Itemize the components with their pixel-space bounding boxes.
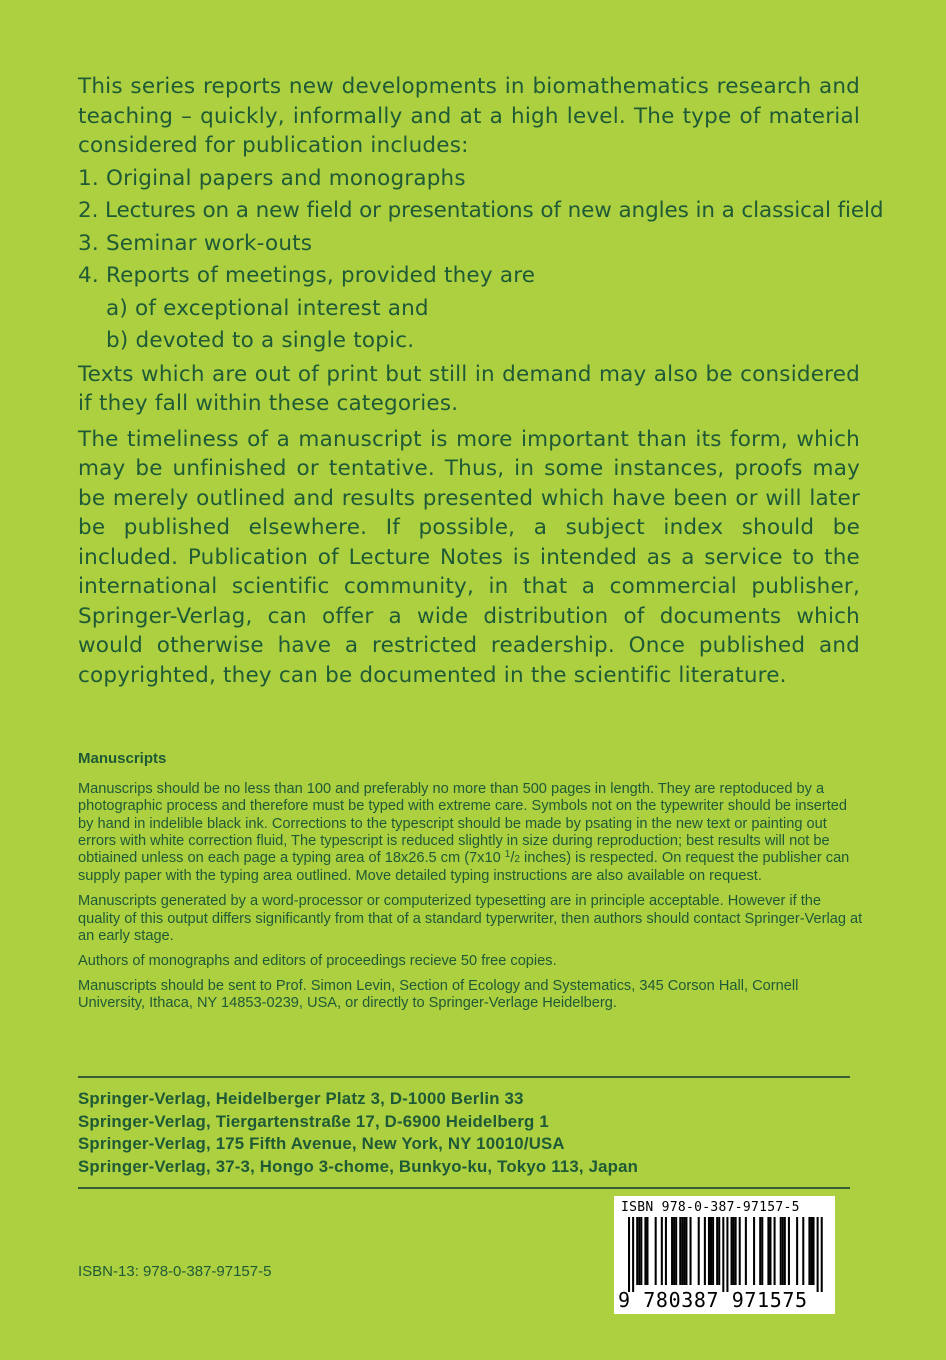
barcode-isbn-label: ISBN 978-0-387-97157-5 <box>621 1200 800 1215</box>
barcode-bar <box>644 1217 646 1285</box>
intro-section <box>78 72 884 690</box>
barcode-bar <box>759 1217 761 1285</box>
intro-paragraph: This series reports new developments in biomathematics research and teaching – quickly, informally and at a high level. The type of material considered for publication includes: <box>78 74 860 158</box>
manuscripts-text: Manuscrips should be no less than 100 and preferably no more than 500 pages in length. They are reptoduced by a photographic process and therefore must be typed with extreme care. Symbols not on the typewriter should be inserted by hand in indelible black ink. Corrections to the typescript should be made by psating in the new text or painting out errors with white correction fluid, The typescript is reduced slightly in size during reproduction; best results will not be obtiained unless on each page a typing area of 18x26.5 cm (7x10 <box>78 781 848 867</box>
divider-bottom <box>78 1187 850 1189</box>
manuscripts-text: inches) is respected. On request the publisher can supply paper with the typing area outlined. Move detailed typing instructions are also available on request. <box>78 850 850 885</box>
barcode-bar <box>769 1217 771 1285</box>
barcode-bar <box>788 1217 790 1285</box>
fraction-slash: / <box>510 850 515 867</box>
isbn-13-label: ISBN-13: 978-0-387-97157-5 <box>78 1263 272 1280</box>
barcode-bar <box>673 1217 675 1285</box>
address-line: Springer-Verlag, Heidelberger Platz 3, D-1000 Berlin 33 <box>78 1089 524 1108</box>
barcode-bar <box>698 1217 700 1285</box>
barcode-bar <box>784 1217 786 1285</box>
fraction-denominator: 2 <box>514 854 520 866</box>
barcode-bar <box>718 1217 720 1285</box>
barcode-bar <box>636 1217 638 1285</box>
address-line: Springer-Verlag, Tiergartenstraße 17, D-6900 Heidelberg 1 <box>78 1111 549 1131</box>
barcode-bar <box>632 1217 634 1292</box>
list-subitem: b) devoted to a single topic. <box>106 328 415 353</box>
barcode-bar <box>675 1217 677 1285</box>
barcode-bar <box>802 1217 804 1285</box>
barcode-bar <box>813 1217 815 1285</box>
barcode-bar <box>628 1217 630 1292</box>
barcode-bar <box>821 1217 823 1292</box>
barcode-bar <box>685 1217 687 1285</box>
barcode-bar <box>739 1217 741 1285</box>
barcode-bar <box>708 1217 710 1285</box>
barcode-bar <box>808 1217 810 1285</box>
barcode-bar <box>655 1217 657 1285</box>
barcode-bar <box>665 1217 667 1285</box>
address-line: Springer-Verlag, 175 Fifth Avenue, New York, NY 10010/USA <box>78 1134 565 1154</box>
address-line: Springer-Verlag, 37-3, Hongo 3-chome, Bunkyo-ku, Tokyo 113, Japan <box>78 1156 639 1176</box>
list-item: 2. Lectures on a new field or presentations of new angles in a classical field <box>78 198 884 223</box>
out-of-print-paragraph: Texts which are out of print but still in demand may also be considered if they fall within these categories. <box>78 361 860 416</box>
list-subitem: a) of exceptional interest and <box>106 295 429 321</box>
barcode-bar <box>646 1217 648 1285</box>
barcode-bar <box>810 1217 812 1285</box>
barcode-bar <box>753 1217 755 1285</box>
barcode-bar <box>712 1217 714 1285</box>
barcode-bar <box>710 1217 712 1285</box>
barcode-bar <box>817 1217 819 1292</box>
barcode-bar <box>796 1217 798 1285</box>
barcode-bar <box>683 1217 685 1285</box>
publisher-addresses <box>78 1088 858 1178</box>
manuscripts-paragraph-free-copies: Authors of monographs and editors of proceedings recieve 50 free copies. <box>78 953 557 970</box>
barcode-bar <box>638 1217 640 1285</box>
barcode-bar <box>679 1217 681 1285</box>
divider-top <box>78 1076 850 1078</box>
timeliness-paragraph: The timeliness of a manuscript is more important than its form, which may be unfinished or tentative. Thus, in some instances, proofs may be merely outlined and results presented which have been or will later be published elsewhere. If possible, a subject index should be included. Publication of Lecture Notes is intended as a service to the international scientific community, in that a commercial publisher, Springer-Verlag, can offer a wide distribution of documents which would otherwise have a restricted readership. Once published and copyrighted, they can be documented in the scientific literature. <box>78 426 860 688</box>
barcode-bar <box>722 1217 724 1292</box>
barcode-bar <box>733 1217 735 1285</box>
barcode-bar <box>704 1217 706 1285</box>
barcode-bar <box>690 1217 692 1285</box>
fraction-numerator: 1 <box>504 849 511 861</box>
manuscripts-paragraph-address: Manuscripts should be sent to Prof. Simon Levin, Section of Ecology and Systematics, 345 Corson Hall, Cornell University, Ithaca, NY 14853-0239, USA, or directly to Springer-Verlage Heidelberg. <box>78 978 799 1012</box>
manuscripts-heading: Manuscripts <box>78 750 167 767</box>
barcode-bar <box>774 1217 776 1285</box>
list-item: 4. Reports of meetings, provided they are <box>78 263 536 288</box>
barcode-bar <box>761 1217 763 1285</box>
list-item: 1. Original papers and monographs <box>78 165 466 191</box>
barcode <box>614 1196 835 1314</box>
barcode-bar <box>681 1217 683 1285</box>
list-item: 3. Seminar work-outs <box>78 230 313 256</box>
manuscripts-paragraph-word-processor: Manuscripts generated by a word-processor or computerized typesetting are in principle acceptable. However if the quality of this output differs significantly from that of a standard typerwriter, then authors should contact Springer-Verlag at an early stage. <box>78 893 863 944</box>
manuscripts-section <box>78 750 864 1021</box>
barcode-bar <box>661 1217 663 1285</box>
barcode-bar <box>726 1217 728 1292</box>
barcode-bar <box>780 1217 782 1285</box>
barcode-bar <box>731 1217 733 1285</box>
barcode-bar <box>735 1217 737 1285</box>
barcode-bar <box>782 1217 784 1285</box>
barcode-bar <box>671 1217 673 1285</box>
barcode-bar <box>745 1217 747 1285</box>
barcode-bar <box>716 1217 718 1285</box>
barcode-bar <box>767 1217 769 1285</box>
manuscripts-paragraph-length <box>78 781 864 885</box>
barcode-digits: 9 780387 971575 <box>618 1288 808 1312</box>
barcode-bar <box>640 1217 642 1285</box>
